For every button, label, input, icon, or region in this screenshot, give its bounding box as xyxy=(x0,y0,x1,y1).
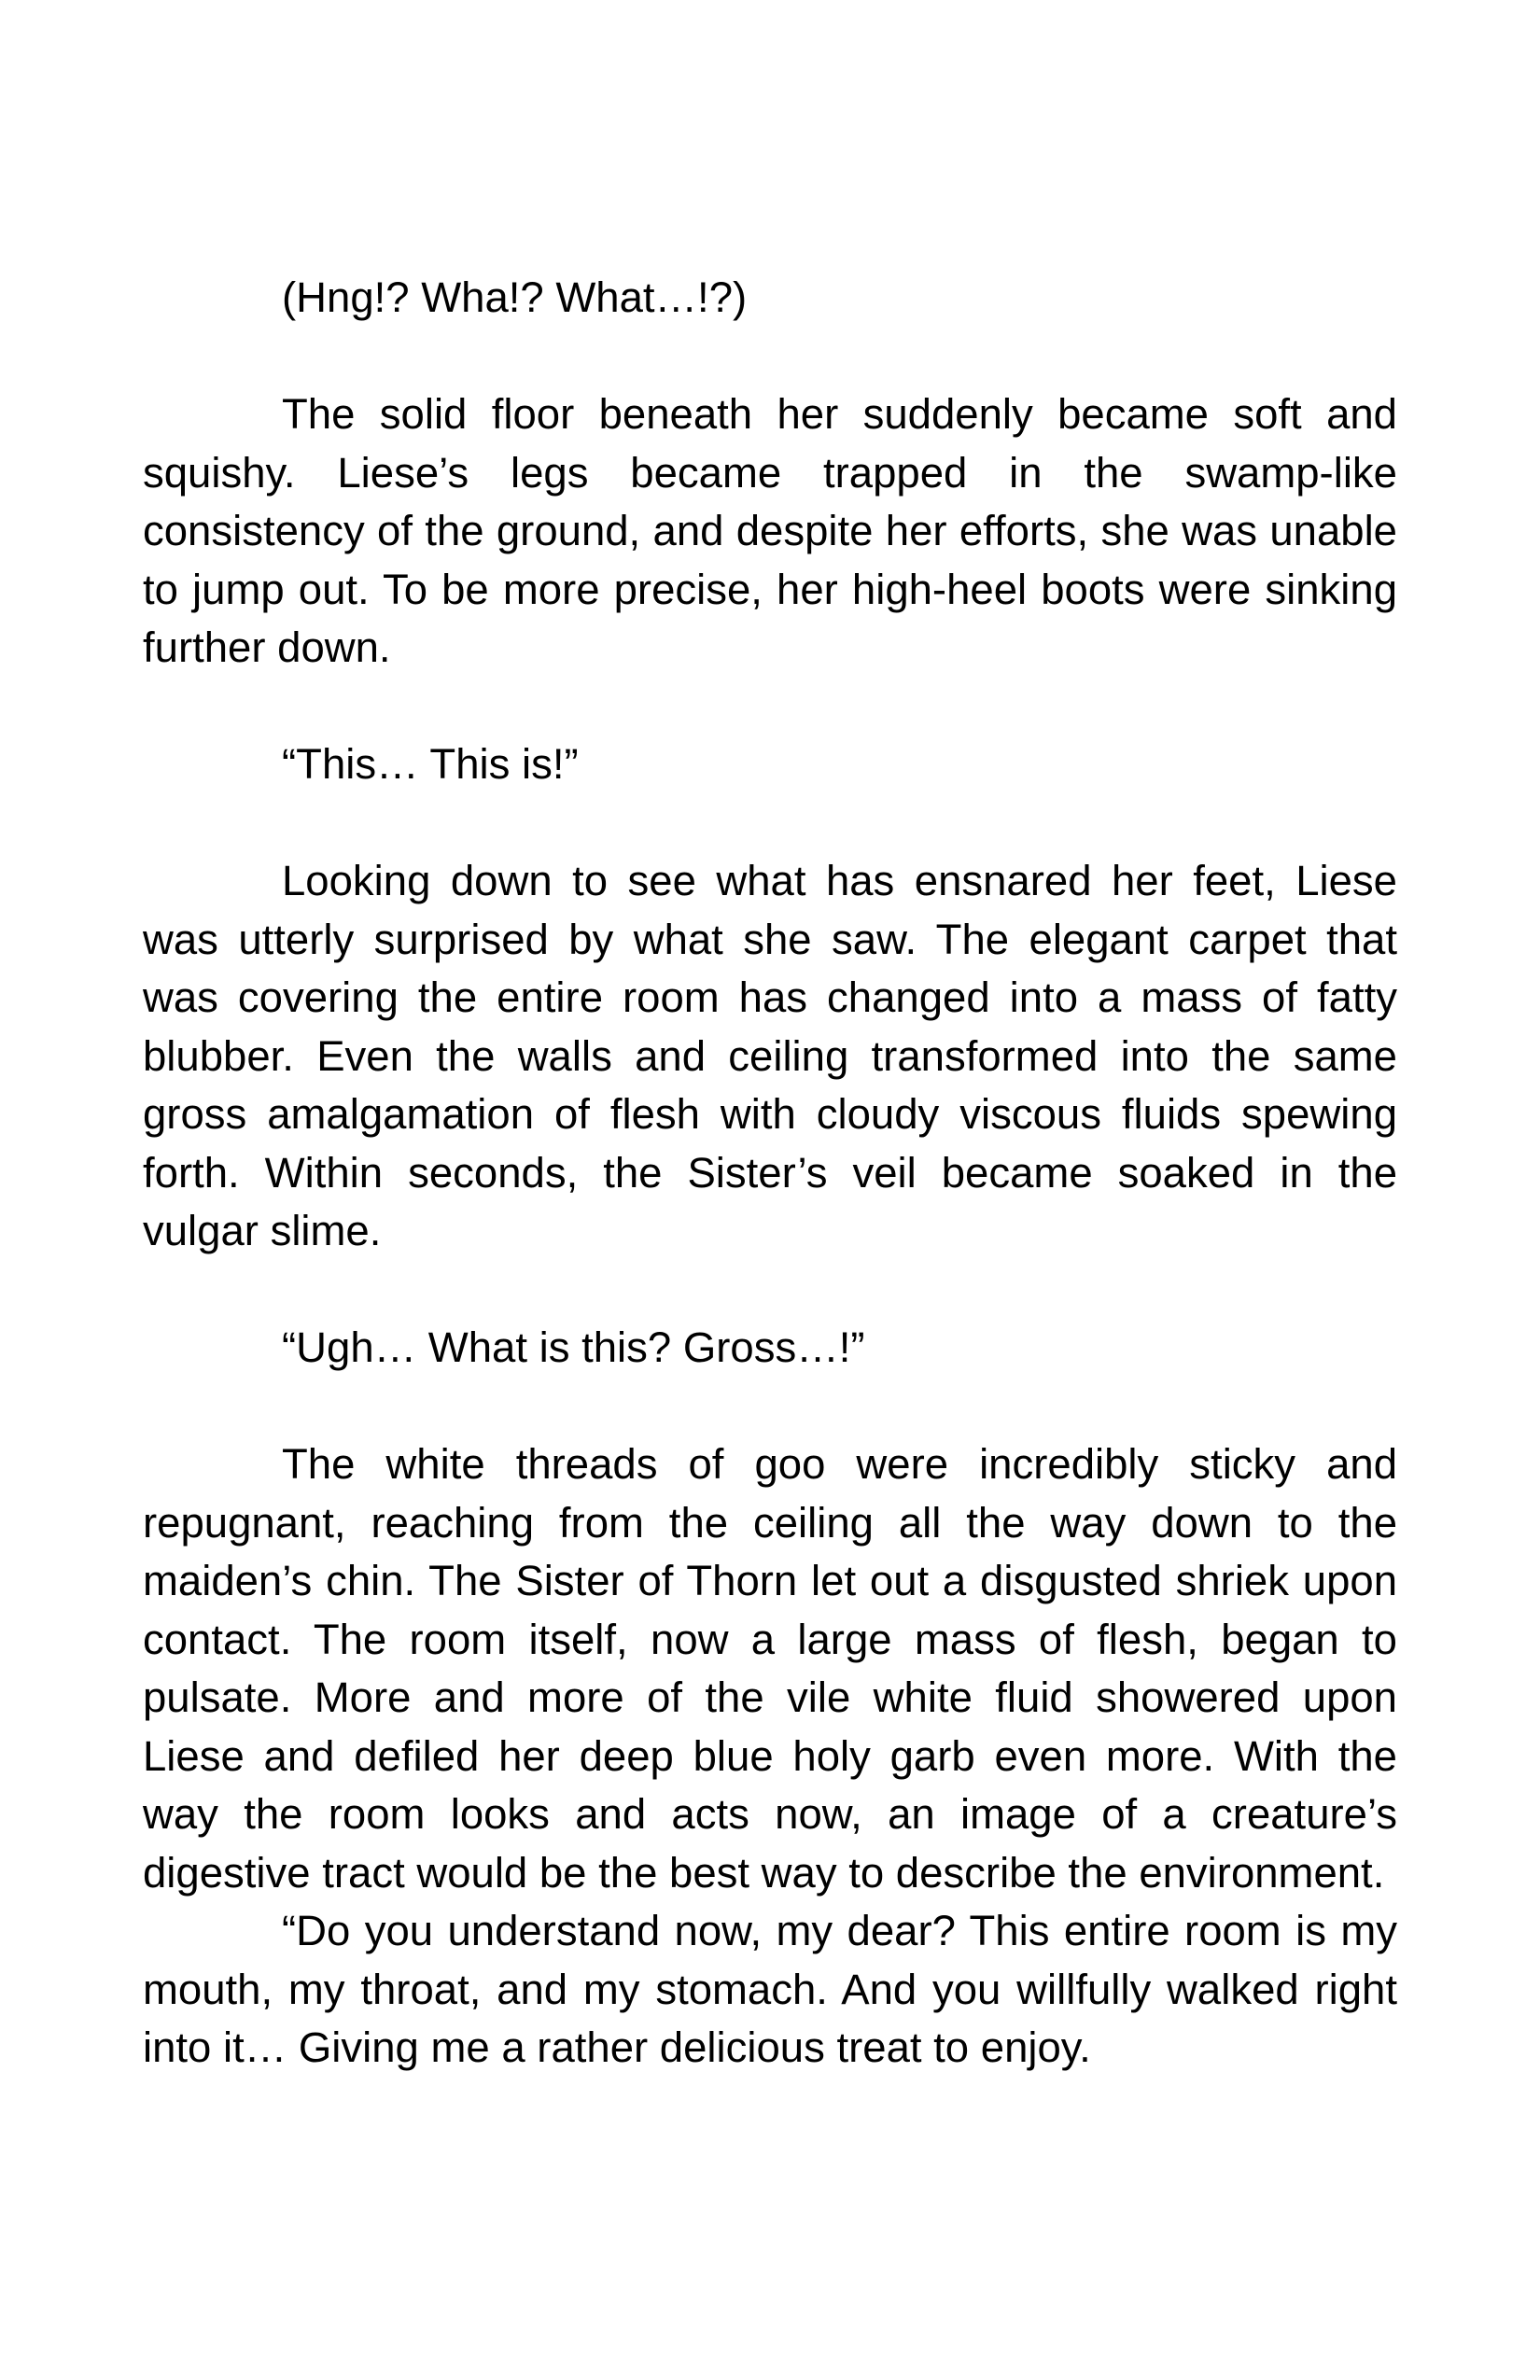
text-line: “Ugh… What is this? Gross…!” xyxy=(282,1323,865,1371)
paragraph-body xyxy=(143,852,1397,1261)
text-line: into it… Giving me a rather delicious treat to enjoy. xyxy=(143,2023,1091,2071)
text-line: was covering the entire room has changed into a mass of fatty xyxy=(143,973,1397,1021)
text-line: forth. Within seconds, the Sister’s veil became soaked in the xyxy=(143,1148,1397,1197)
text-line: to jump out. To be more precise, her high-heel boots were sinking xyxy=(143,565,1397,613)
text-line: digestive tract would be the best way to describe the environment. xyxy=(143,1848,1385,1897)
paragraph-dialogue xyxy=(143,735,1397,794)
text-line: pulsate. More and more of the vile white fluid showered upon xyxy=(143,1673,1397,1721)
text-line: consistency of the ground, and despite her efforts, she was unable xyxy=(143,507,1397,554)
text-line: squishy. Liese’s legs became trapped in the swamp-like xyxy=(143,448,1397,497)
text-line: The white threads of goo were incredibly sticky and xyxy=(282,1440,1397,1488)
text-line: further down. xyxy=(143,623,391,671)
text-line: vulgar slime. xyxy=(143,1207,382,1254)
paragraph-dialogue xyxy=(143,1902,1397,2078)
text-line: repugnant, reaching from the ceiling all the way down to the xyxy=(143,1498,1397,1547)
text-line: Liese and defiled her deep blue holy garb even more. With the xyxy=(143,1731,1397,1780)
text-line: Looking down to see what has ensnared her feet, Liese xyxy=(282,857,1397,904)
text-line: was utterly surprised by what she saw. The elegant carpet that xyxy=(143,915,1397,963)
text-line: mouth, my throat, and my stomach. And you willfully walked right xyxy=(143,1965,1397,2013)
text-line: way the room looks and acts now, an image of a creature’s xyxy=(143,1790,1397,1838)
text-line: “Do you understand now, my dear? This entire room is my xyxy=(282,1907,1397,1954)
text-line: contact. The room itself, now a large mass of flesh, began to xyxy=(143,1615,1397,1663)
text-line: The solid floor beneath her suddenly became soft and xyxy=(282,390,1397,438)
text-line: (Hng!? Wha!? What…!?) xyxy=(282,273,748,321)
paragraph-dialogue xyxy=(143,1319,1397,1378)
paragraph-body xyxy=(143,1435,1397,1902)
paragraph-inner-thought xyxy=(143,269,1397,328)
paragraph-body xyxy=(143,385,1397,678)
text-line: “This… This is!” xyxy=(282,740,579,788)
text-line: maiden’s chin. The Sister of Thorn let out a disgusted shriek upon xyxy=(143,1557,1397,1604)
text-line: gross amalgamation of flesh with cloudy viscous fluids spewing xyxy=(143,1090,1397,1138)
text-line: blubber. Even the walls and ceiling transformed into the same xyxy=(143,1031,1397,1080)
text-block xyxy=(143,269,1397,2078)
